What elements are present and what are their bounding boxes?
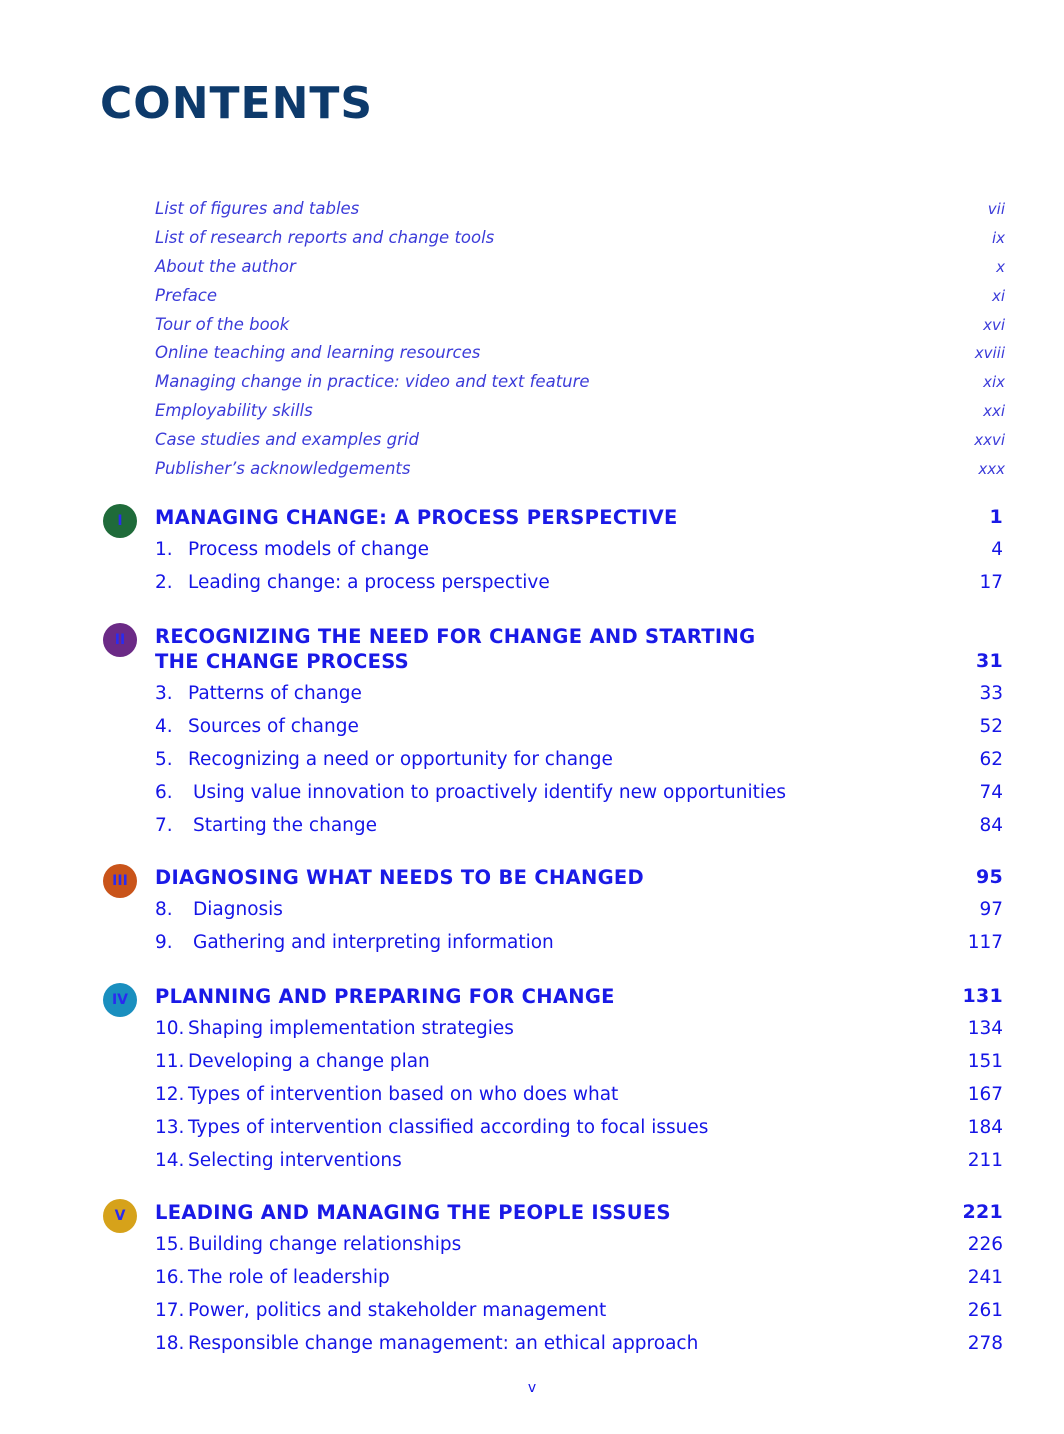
part-heading[interactable] (155, 624, 1003, 674)
front-matter-page: xi (991, 286, 1005, 305)
chapter-title: Developing a change plan (188, 1051, 430, 1072)
part-heading[interactable] (155, 1200, 1003, 1225)
chapter-number: 11. (155, 1051, 185, 1072)
part-badge: III (103, 864, 137, 898)
part-title: RECOGNIZING THE NEED FOR CHANGE AND STARTING THE CHANGE PROCESS (155, 625, 756, 673)
part-title: MANAGING CHANGE: A PROCESS PERSPECTIVE (155, 506, 678, 529)
chapter-number: 17. (155, 1300, 185, 1321)
front-matter-label: Case studies and examples grid (155, 430, 419, 450)
chapter-item[interactable] (155, 749, 1003, 779)
front-matter-page: x (996, 257, 1005, 276)
part-page: 31 (975, 650, 1003, 672)
front-matter-label: List of figures and tables (155, 199, 360, 218)
front-matter-label: Tour of the book (155, 314, 290, 334)
front-matter-item[interactable] (155, 312, 1005, 341)
chapter-number: 5. (155, 749, 173, 770)
front-matter-item[interactable] (155, 456, 1005, 485)
front-matter-item[interactable] (155, 283, 1005, 312)
part-heading[interactable] (155, 865, 1003, 890)
front-matter-label: Online teaching and learning resources (155, 343, 481, 363)
part-title: DIAGNOSING WHAT NEEDS TO BE CHANGED (155, 866, 645, 889)
chapter-number: 3. (155, 683, 173, 704)
chapter-number: 13. (155, 1117, 185, 1138)
chapter-title: Selecting interventions (188, 1150, 402, 1171)
chapter-page: 52 (979, 716, 1003, 737)
chapter-item[interactable] (155, 1267, 1003, 1297)
chapter-number: 15. (155, 1234, 185, 1255)
chapter-page: 278 (967, 1333, 1003, 1354)
chapter-title: Patterns of change (188, 683, 362, 704)
chapter-title: Sources of change (188, 716, 359, 737)
chapter-item[interactable] (155, 1051, 1003, 1081)
chapter-page: 33 (979, 683, 1003, 704)
chapter-page: 184 (967, 1117, 1003, 1138)
chapter-page: 17 (979, 572, 1003, 593)
part-page: 1 (989, 506, 1003, 528)
chapter-page: 62 (979, 749, 1003, 770)
chapter-title: Types of intervention based on who does what (188, 1084, 619, 1105)
front-matter-label: Publisher’s acknowledgements (155, 459, 411, 479)
front-matter-item[interactable] (155, 427, 1005, 456)
part-badge: V (103, 1199, 137, 1233)
chapter-page: 4 (991, 539, 1003, 560)
front-matter-page: xxvi (974, 431, 1005, 450)
part-badge: I (103, 504, 137, 538)
front-matter-page: xxi (983, 402, 1005, 421)
chapter-title: Starting the change (193, 815, 378, 836)
front-matter-page: xix (983, 373, 1005, 392)
chapter-item[interactable] (155, 683, 1003, 713)
front-matter-page: ix (991, 228, 1005, 247)
chapter-item[interactable] (155, 1084, 1003, 1114)
chapter-item[interactable] (155, 932, 1003, 962)
chapter-item[interactable] (155, 1234, 1003, 1264)
front-matter-page: xvi (983, 315, 1005, 334)
part-title: PLANNING AND PREPARING FOR CHANGE (155, 985, 615, 1008)
front-matter-item[interactable] (155, 398, 1005, 427)
page-number-footer: v (527, 1380, 537, 1396)
front-matter-item[interactable] (155, 340, 1005, 369)
chapter-title: Gathering and interpreting information (193, 932, 554, 953)
chapter-title: Diagnosis (193, 899, 283, 920)
chapter-page: 84 (979, 815, 1003, 836)
chapter-item[interactable] (155, 572, 1003, 602)
chapter-item[interactable] (155, 1018, 1003, 1048)
chapter-number: 4. (155, 716, 173, 737)
chapter-item[interactable] (155, 539, 1003, 569)
chapter-page: 241 (967, 1267, 1003, 1288)
chapter-page: 117 (967, 932, 1003, 953)
chapter-title: Using value innovation to proactively identify new opportunities (193, 782, 787, 803)
chapter-number: 12. (155, 1084, 185, 1105)
front-matter-page: vii (987, 200, 1005, 218)
part-badge: II (103, 623, 137, 657)
chapter-title: Responsible change management: an ethical approach (188, 1333, 699, 1354)
front-matter-label: Preface (155, 285, 218, 305)
front-matter-item[interactable] (155, 369, 1005, 398)
part-page: 221 (962, 1201, 1003, 1223)
chapter-item[interactable] (155, 1300, 1003, 1330)
chapter-number: 9. (155, 932, 173, 953)
chapter-item[interactable] (155, 782, 1003, 812)
front-matter-item[interactable] (155, 225, 1005, 254)
page-title: CONTENTS (100, 78, 374, 129)
chapter-number: 10. (155, 1018, 185, 1039)
chapter-number: 16. (155, 1267, 185, 1288)
part-heading[interactable] (155, 984, 1003, 1009)
chapter-item[interactable] (155, 815, 1003, 845)
front-matter-label: List of research reports and change tools (155, 227, 495, 247)
part-heading[interactable] (155, 505, 1003, 530)
chapter-page: 151 (967, 1051, 1003, 1072)
chapter-item[interactable] (155, 1150, 1003, 1180)
chapter-number: 18. (155, 1333, 185, 1354)
chapter-number: 8. (155, 899, 173, 920)
part-page: 95 (975, 866, 1003, 888)
front-matter-list (155, 196, 1005, 485)
part-badge: IV (103, 983, 137, 1017)
chapter-number: 6. (155, 782, 173, 803)
front-matter-page: xviii (974, 344, 1005, 363)
chapter-title: Shaping implementation strategies (188, 1018, 514, 1039)
front-matter-label: About the author (155, 256, 296, 276)
chapter-page: 226 (967, 1234, 1003, 1255)
chapter-number: 14. (155, 1150, 185, 1171)
chapter-number: 2. (155, 572, 173, 593)
chapter-item[interactable] (155, 899, 1003, 929)
front-matter-item[interactable] (155, 254, 1005, 283)
chapter-page: 97 (979, 899, 1003, 920)
front-matter-item[interactable] (155, 196, 1005, 225)
chapter-title: Types of intervention classified according to focal issues (188, 1117, 709, 1138)
front-matter-page: xxx (978, 460, 1005, 479)
chapter-title: Power, politics and stakeholder management (188, 1300, 607, 1321)
chapter-item[interactable] (155, 1333, 1003, 1363)
chapter-title: The role of leadership (188, 1267, 390, 1288)
chapter-page: 74 (979, 782, 1003, 803)
chapter-page: 134 (967, 1018, 1003, 1039)
chapter-number: 1. (155, 539, 173, 560)
chapter-item[interactable] (155, 1117, 1003, 1147)
chapter-title: Building change relationships (188, 1234, 462, 1255)
chapter-title: Leading change: a process perspective (188, 572, 550, 593)
chapter-title: Recognizing a need or opportunity for change (188, 749, 613, 770)
chapter-page: 167 (967, 1084, 1003, 1105)
part-title: LEADING AND MANAGING THE PEOPLE ISSUES (155, 1201, 671, 1224)
chapter-page: 261 (967, 1300, 1003, 1321)
part-page: 131 (962, 985, 1003, 1007)
front-matter-label: Employability skills (155, 401, 313, 421)
chapter-number: 7. (155, 815, 173, 836)
chapter-item[interactable] (155, 716, 1003, 746)
front-matter-label: Managing change in practice: video and text feature (155, 372, 590, 392)
chapter-title: Process models of change (188, 539, 429, 560)
chapter-page: 211 (967, 1150, 1003, 1171)
